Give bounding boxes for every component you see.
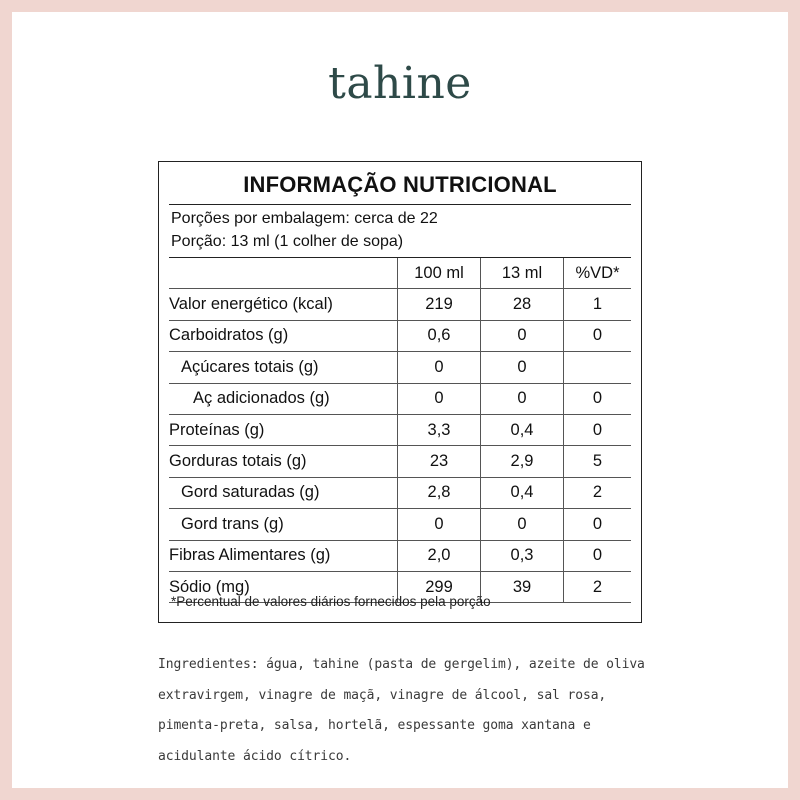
value-100ml: 299 (398, 571, 481, 602)
table-row (169, 477, 631, 508)
table-header-row (169, 258, 631, 289)
label-title: INFORMAÇÃO NUTRICIONAL (243, 172, 557, 197)
value-vd: 1 (564, 289, 632, 320)
value-13ml: 0 (481, 352, 564, 383)
ingredients-text (158, 650, 658, 772)
nutrient-name: Valor energético (kcal) (169, 289, 398, 320)
value-100ml: 0 (398, 352, 481, 383)
title-divider (169, 204, 631, 205)
value-vd: 0 (564, 320, 632, 351)
label-footnote: *Percentual de valores diários fornecidos pela porção (171, 594, 491, 609)
nutrient-name: Gord saturadas (g) (169, 477, 398, 508)
value-100ml: 2,8 (398, 477, 481, 508)
ingredients-line: pimenta-preta, salsa, hortelã, espessante goma xantana e (158, 718, 591, 733)
value-vd: 0 (564, 540, 632, 571)
ingredients-line: extravirgem, vinagre de maçã, vinagre de álcool, sal rosa, (158, 687, 607, 703)
value-vd: 2 (564, 477, 632, 508)
nutrient-name: Aç adicionados (g) (169, 383, 398, 414)
nutrient-name: Gorduras totais (g) (169, 446, 398, 477)
value-13ml: 28 (481, 289, 564, 320)
ingredients-line: acidulante ácido cítrico. (158, 748, 352, 764)
nutrient-name: Carboidratos (g) (169, 320, 398, 351)
value-vd: 5 (564, 446, 632, 477)
value-13ml: 0 (481, 320, 564, 351)
table-row (169, 509, 631, 540)
value-100ml: 2,0 (398, 540, 481, 571)
value-vd (564, 352, 632, 383)
value-100ml: 23 (398, 446, 481, 477)
value-100ml: 219 (398, 289, 481, 320)
value-13ml: 0 (481, 383, 564, 414)
nutrient-name: Fibras Alimentares (g) (169, 540, 398, 571)
value-13ml: 0,4 (481, 477, 564, 508)
value-vd: 0 (564, 414, 632, 445)
nutrient-name: Sódio (mg) (169, 571, 398, 602)
nutrient-name: Proteínas (g) (169, 414, 398, 445)
column-header-vd: %VD* (564, 258, 632, 289)
value-vd: 0 (564, 509, 632, 540)
nutrient-name: Açúcares totais (g) (169, 352, 398, 383)
nutrition-table (169, 257, 631, 603)
table-row (169, 289, 631, 320)
table-row (169, 352, 631, 383)
ingredients-line: Ingredientes: água, tahine (pasta de gergelim), azeite de oliva (158, 657, 645, 672)
value-100ml: 0 (398, 383, 481, 414)
table-row (169, 414, 631, 445)
value-100ml: 0,6 (398, 320, 481, 351)
nutrition-label (158, 161, 642, 623)
value-13ml: 0 (481, 509, 564, 540)
column-header-13ml: 13 ml (481, 258, 564, 289)
product-title: tahine (328, 58, 472, 109)
portions-per-package: Porções por embalagem: cerca de 22 (171, 210, 438, 227)
column-header-name (169, 258, 398, 289)
value-vd: 0 (564, 383, 632, 414)
portion-size: Porção: 13 ml (1 colher de sopa) (171, 233, 404, 250)
nutrient-name: Gord trans (g) (169, 509, 398, 540)
value-13ml: 2,9 (481, 446, 564, 477)
value-100ml: 3,3 (398, 414, 481, 445)
value-100ml: 0 (398, 509, 481, 540)
value-13ml: 0,3 (481, 540, 564, 571)
table-row (169, 383, 631, 414)
table-row (169, 446, 631, 477)
column-header-100ml: 100 ml (398, 258, 481, 289)
value-13ml: 0,4 (481, 414, 564, 445)
table-row (169, 320, 631, 351)
value-vd: 2 (564, 571, 632, 602)
table-row (169, 540, 631, 571)
value-13ml: 39 (481, 571, 564, 602)
